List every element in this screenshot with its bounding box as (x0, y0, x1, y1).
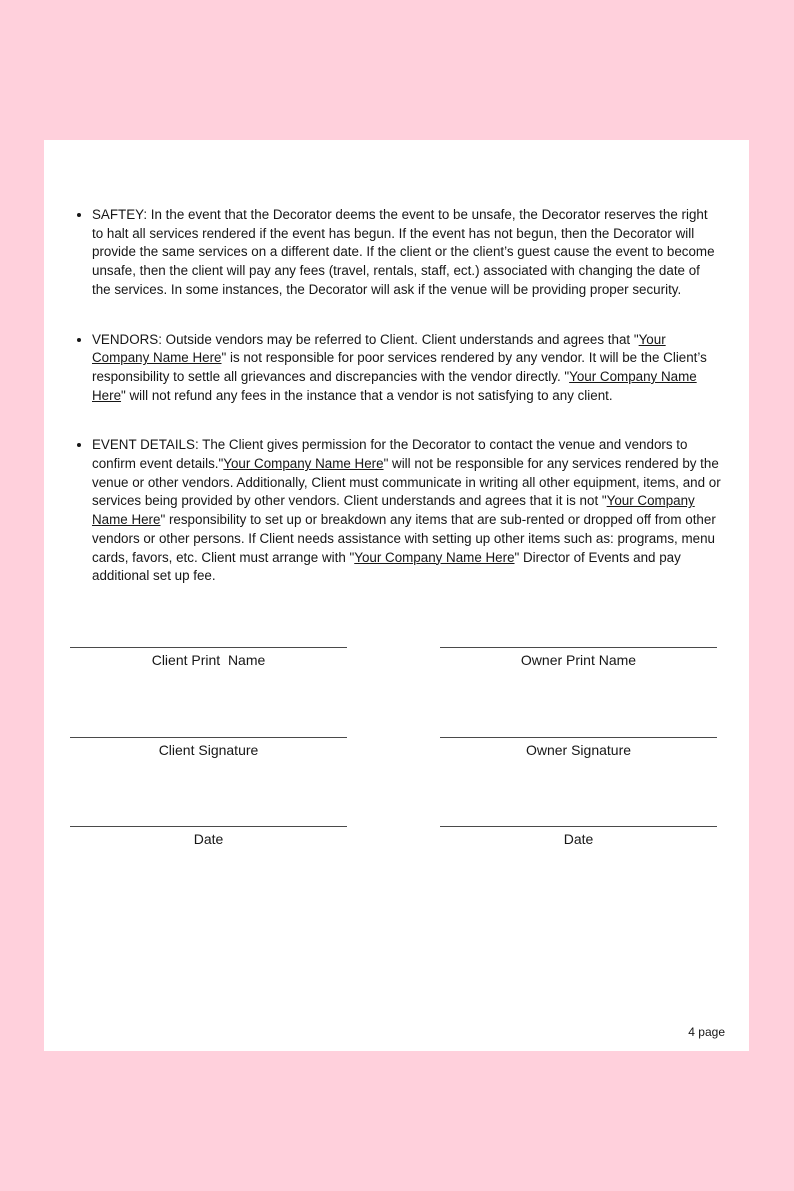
bullet-event-details-clause: • EVENT DETAILS: The Client gives permission for the Decorator to contact the venue and vendors to confirm event details."Your Company Name Here" will not be responsible for any services rendered by the venue or other vendors. Additionally, Client must communicate in writing all other equipment, items, and or services being provided by other vendors. Client understands and agrees that it is not "Your Company Name Here" responsibility to set up or breakdown any items that are sub-rented or dropped off from other vendors or other persons. If Client needs assistance with setting up other items such as: programs, menu cards, favors, etc. Client must arrange with "Your Company Name Here" Director of Events and pay additional set up fee. (92, 436, 721, 586)
signature-row-date (44, 826, 749, 847)
signature-row-print-name (44, 647, 749, 668)
signature-row-signature (44, 737, 749, 758)
document-page (44, 140, 749, 1051)
owner-print-name-line: Owner Print Name (440, 647, 717, 668)
bullet-vendors-clause: • VENDORS: Outside vendors may be referred to Client. Client understands and agrees that "Your Company Name Here" is not responsible for poor services rendered by any vendor. It will be the Client’s responsibility to settle all grievances and discrepancies with the vendor directly. "Your Company Name Here" will not refund any fees in the instance that a vendor is not satisfying to any client. (92, 331, 721, 406)
contract-bullet-list (74, 206, 721, 586)
contract-body (44, 140, 749, 586)
owner-signature-line: Owner Signature (440, 737, 717, 758)
client-date-line: Date (70, 826, 347, 847)
owner-date-line: Date (440, 826, 717, 847)
bullet-safety-clause: • SAFTEY: In the event that the Decorator deems the event to be unsafe, the Decorator reserves the right to halt all services rendered if the event has begun. If the event has not begun, then the Decorator will provide the same services on a different date. If the client or the client’s guest cause the event to become unsafe, then the client will pay any fees (travel, rentals, staff, ect.) associated with changing the date of the services. In some instances, the Decorator will ask if the venue will be providing proper security. (92, 206, 721, 300)
client-signature-line: Client Signature (70, 737, 347, 758)
page-number: 4 page (688, 1025, 725, 1039)
client-print-name-line: Client Print Name (70, 647, 347, 668)
